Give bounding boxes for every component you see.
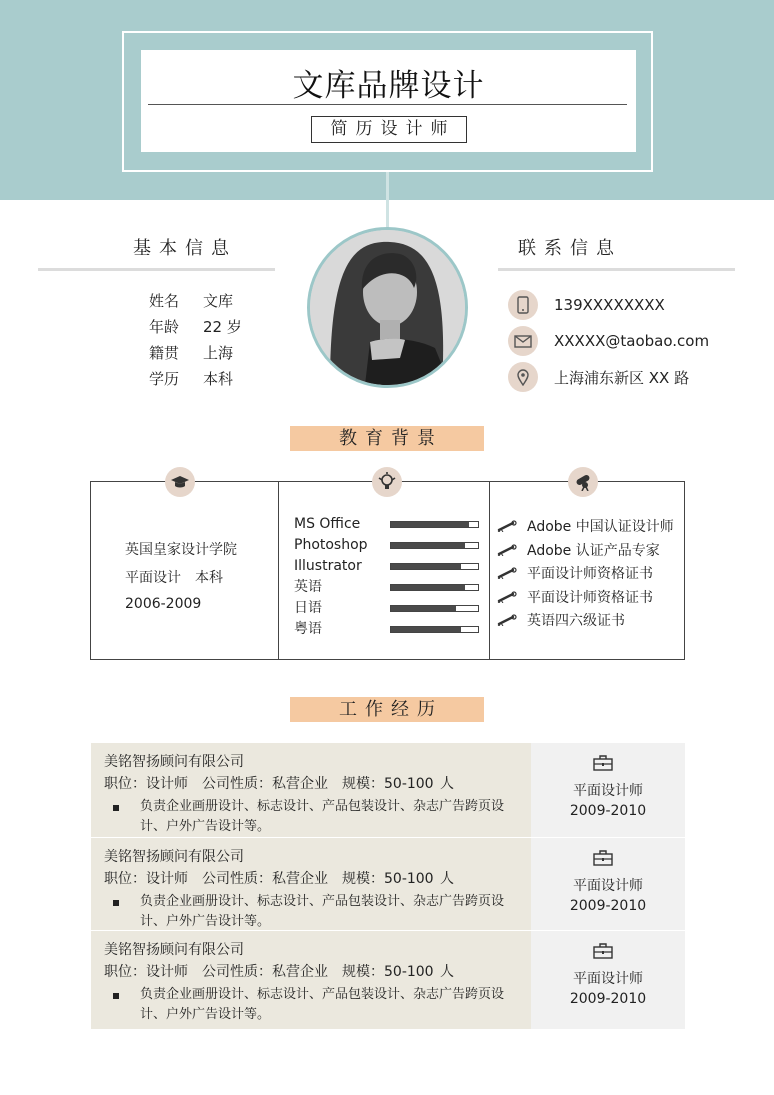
education-heading: 教育背景 <box>290 426 484 451</box>
certificate-scroll-icon <box>497 520 517 532</box>
contact-heading: 联系信息 <box>518 238 622 259</box>
certificate-name: Adobe 中国认证设计师 <box>527 519 674 535</box>
lightbulb-icon <box>372 467 402 497</box>
job-meta: 职位：设计师 公司性质：私营企业 规模：50-100 人 <box>104 776 455 792</box>
job-entry <box>91 931 531 1029</box>
skill-level-fill <box>391 606 456 611</box>
job-company: 美铭智扬顾问有限公司 <box>104 754 244 770</box>
major-degree: 平面设计 本科 <box>125 570 223 586</box>
certificate-item <box>497 610 625 630</box>
certificate-scroll-icon <box>497 544 517 556</box>
work-heading: 工作经历 <box>290 697 484 722</box>
skill-level-fill <box>391 627 461 632</box>
email-address: XXXXX@taobao.com <box>554 332 710 350</box>
job-years: 2009-2010 <box>569 991 647 1007</box>
skill-level-bar <box>390 563 479 570</box>
certificate-name: 英语四六级证书 <box>527 613 625 629</box>
education-divider <box>278 481 279 660</box>
job-title: 平面设计师 <box>573 878 643 894</box>
info-label: 籍贯 <box>149 344 180 362</box>
info-value: 文库 <box>203 292 234 310</box>
skill-level-bar <box>390 605 479 612</box>
skill-level-fill <box>391 564 461 569</box>
phone-icon <box>508 290 538 320</box>
info-row-age <box>149 315 242 339</box>
portrait-image <box>310 230 465 385</box>
skill-label: MS Office <box>294 516 361 532</box>
skill-label: 英语 <box>294 579 322 595</box>
info-value: 本科 <box>203 370 234 388</box>
skill-level-bar <box>390 542 479 549</box>
basic-info-rule <box>38 268 275 271</box>
briefcase-icon <box>593 755 613 771</box>
briefcase-icon <box>593 943 613 959</box>
basic-info-heading: 基本信息 <box>133 238 237 259</box>
skill-level-fill <box>391 522 469 527</box>
job-years: 2009-2010 <box>569 898 647 914</box>
job-description: 负责企业画册设计、标志设计、产品包装设计、杂志广告跨页设计、户外广告设计等。 <box>140 894 505 929</box>
certificate-scroll-icon <box>497 567 517 579</box>
resume-title: 文库品牌设计 <box>292 68 485 104</box>
certificate-item <box>497 587 653 607</box>
certificate-scroll-icon <box>497 614 517 626</box>
info-row-hometown <box>149 341 233 365</box>
contact-address <box>508 362 689 392</box>
job-entry <box>91 743 531 837</box>
contact-rule <box>498 268 735 271</box>
job-company: 美铭智扬顾问有限公司 <box>104 849 244 865</box>
info-label: 年龄 <box>149 318 180 336</box>
info-value: 上海 <box>203 344 234 362</box>
contact-email <box>508 326 709 356</box>
certificate-name: Adobe 认证产品专家 <box>527 542 660 559</box>
education-divider <box>489 481 490 660</box>
job-meta: 职位：设计师 公司性质：私营企业 规模：50-100 人 <box>104 964 455 980</box>
job-meta: 职位：设计师 公司性质：私营企业 规模：50-100 人 <box>104 871 455 887</box>
skill-label: 粤语 <box>294 621 322 637</box>
certificate-item <box>497 563 653 583</box>
phone-number: 139XXXXXXXX <box>554 296 665 314</box>
bullet-icon <box>113 993 119 999</box>
certificate-item <box>497 516 674 536</box>
info-label: 姓名 <box>149 292 180 310</box>
info-value: 22 岁 <box>203 318 242 336</box>
location-icon <box>508 362 538 392</box>
info-row-name <box>149 289 233 313</box>
profile-photo <box>307 227 468 388</box>
diploma-icon <box>568 467 598 497</box>
info-label: 学历 <box>149 370 180 388</box>
skill-level-bar <box>390 626 479 633</box>
certificate-scroll-icon <box>497 591 517 603</box>
street-address: 上海浦东新区 XX 路 <box>554 368 690 387</box>
contact-phone <box>508 290 665 320</box>
bullet-icon <box>113 805 119 811</box>
graduation-cap-icon <box>165 467 195 497</box>
skill-label: 日语 <box>294 600 322 616</box>
briefcase-icon <box>593 850 613 866</box>
job-position <box>531 743 685 837</box>
photo-connector <box>386 172 389 228</box>
title-divider <box>148 104 627 105</box>
skill-level-fill <box>391 585 465 590</box>
education-years: 2006-2009 <box>125 596 202 612</box>
job-position <box>531 931 685 1029</box>
job-title: 平面设计师 <box>573 971 643 987</box>
resume-subtitle: 简历设计师 <box>311 116 467 143</box>
school-name: 英国皇家设计学院 <box>125 542 237 558</box>
job-title: 平面设计师 <box>573 783 643 799</box>
skill-label: Illustrator <box>294 558 362 574</box>
mail-icon <box>508 326 538 356</box>
certificate-item <box>497 540 660 560</box>
skill-level-fill <box>391 543 465 548</box>
skill-level-bar <box>390 521 479 528</box>
job-description: 负责企业画册设计、标志设计、产品包装设计、杂志广告跨页设计、户外广告设计等。 <box>140 799 505 834</box>
certificate-name: 平面设计师资格证书 <box>527 566 653 582</box>
job-company: 美铭智扬顾问有限公司 <box>104 942 244 958</box>
bullet-icon <box>113 900 119 906</box>
skill-level-bar <box>390 584 479 591</box>
job-entry <box>91 838 531 930</box>
info-row-education <box>149 367 233 391</box>
job-position <box>531 838 685 930</box>
job-description: 负责企业画册设计、标志设计、产品包装设计、杂志广告跨页设计、户外广告设计等。 <box>140 987 505 1022</box>
skill-label: Photoshop <box>294 537 368 553</box>
certificate-name: 平面设计师资格证书 <box>527 589 653 606</box>
title-card <box>141 50 636 152</box>
job-years: 2009-2010 <box>569 803 647 819</box>
